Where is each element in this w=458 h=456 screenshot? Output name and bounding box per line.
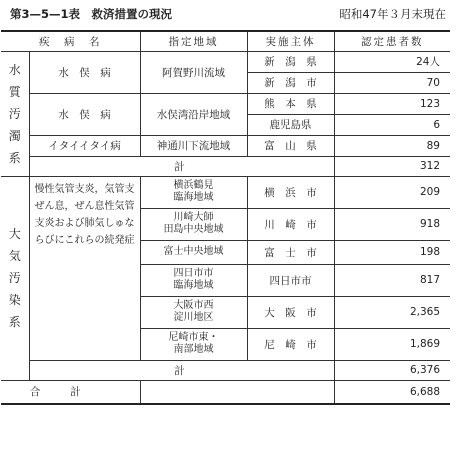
body-cell: 川 崎 市: [247, 208, 334, 240]
area-cell: 富士中央地域: [140, 240, 247, 264]
count-cell: 209: [334, 176, 450, 208]
area-cell: 四日市市 臨海地域: [140, 264, 247, 296]
subtotal-row: [1, 360, 450, 380]
table-row: [1, 176, 450, 208]
header-body: 実施主体: [247, 31, 334, 51]
body-cell: 富 山 県: [247, 135, 334, 156]
total-label: 合計: [1, 380, 140, 404]
area-cell: 尼崎市東・ 南部地域: [140, 328, 247, 360]
header-count: 認定患者数: [334, 31, 450, 51]
disease-cell: 水 俣 病: [29, 51, 140, 93]
body-cell: 尼 崎 市: [247, 328, 334, 360]
body-cell: 大 阪 市: [247, 296, 334, 328]
area-cell: 大阪市西 淀川地区: [140, 296, 247, 328]
subtotal-label: 計: [29, 156, 334, 176]
count-cell: 123: [334, 93, 450, 114]
total-value: 6,688: [334, 380, 450, 404]
table-title: 第3—5—1表 救済措置の現況: [10, 7, 173, 21]
table-row: [1, 93, 450, 114]
group-air: 大気汚染系: [1, 176, 29, 380]
area-cell: 川崎大師 田島中央地域: [140, 208, 247, 240]
body-cell: 熊 本 県: [247, 93, 334, 114]
area-cell: 水俣湾沿岸地域: [140, 93, 247, 135]
count-cell: 24人: [334, 51, 450, 72]
count-cell: 198: [334, 240, 450, 264]
area-cell: 神通川下流地域: [140, 135, 247, 156]
area-cell: 横浜鶴見 臨海地域: [140, 176, 247, 208]
count-cell: 70: [334, 72, 450, 93]
relief-measures-table: [1, 30, 450, 405]
body-cell: 横 浜 市: [247, 176, 334, 208]
subtotal-label: 計: [29, 360, 334, 380]
group-water: 水質汚濁系: [1, 51, 29, 176]
body-cell: 鹿児島県: [247, 114, 334, 135]
body-cell: 新 潟 市: [247, 72, 334, 93]
total-spacer: [140, 380, 334, 404]
count-cell: 817: [334, 264, 450, 296]
header-area: 指定地域: [140, 31, 247, 51]
disease-cell: 水 俣 病: [29, 93, 140, 135]
count-cell: 89: [334, 135, 450, 156]
subtotal-value: 6,376: [334, 360, 450, 380]
body-cell: 新 潟 県: [247, 51, 334, 72]
body-cell: 富 士 市: [247, 240, 334, 264]
count-cell: 2,365: [334, 296, 450, 328]
disease-cell: 慢性気管支炎，気管支ぜん息，ぜん息性気管支炎および肺気しゅならびにこれらの続発症: [29, 176, 140, 360]
header-row: [1, 31, 450, 51]
count-cell: 6: [334, 114, 450, 135]
disease-cell: イタイイタイ病: [29, 135, 140, 156]
table-row: [1, 51, 450, 72]
subtotal-value: 312: [334, 156, 450, 176]
body-cell: 四日市市: [247, 264, 334, 296]
table-row: [1, 135, 450, 156]
header-disease: 疾 病 名: [1, 31, 140, 51]
area-cell: 阿賀野川流域: [140, 51, 247, 93]
count-cell: 1,869: [334, 328, 450, 360]
total-row: [1, 380, 450, 404]
table-date: 昭和47年３月末現在: [339, 7, 446, 21]
subtotal-row: [1, 156, 450, 176]
count-cell: 918: [334, 208, 450, 240]
